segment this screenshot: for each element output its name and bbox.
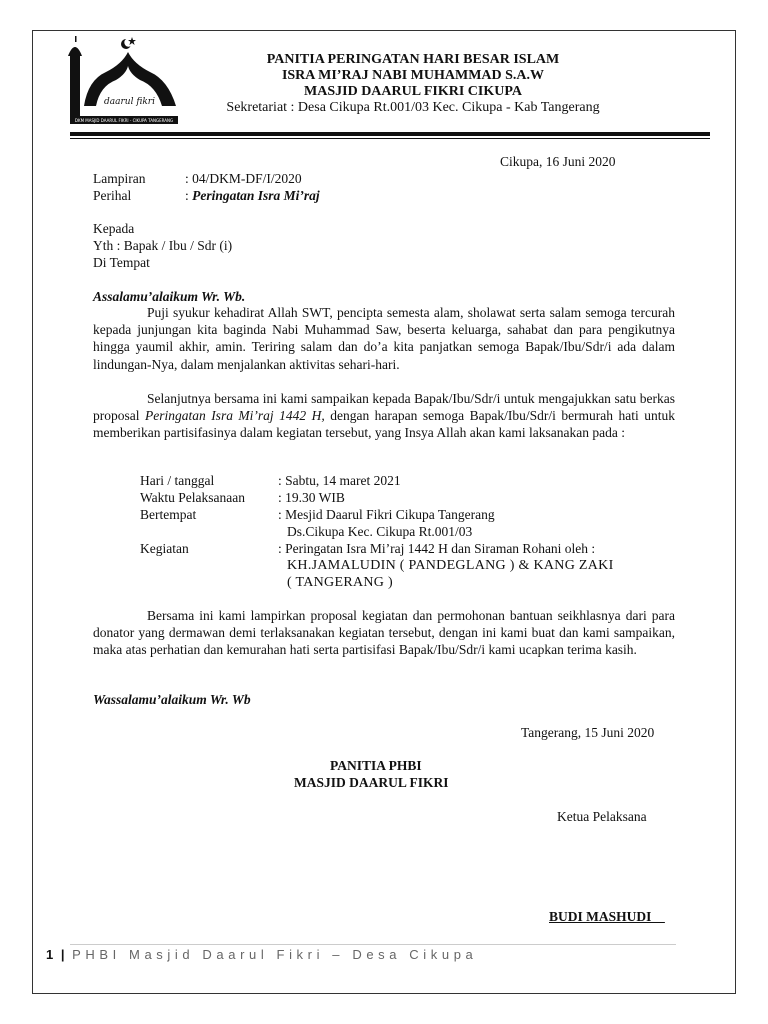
- paragraph-2-part-b: dengan harapan semoga Bapak/Ibu/Sdr/i bermurah hati untuk memberikan partisifasinya dalam kegiatan tersebut, yang Insya Allah akan kami laksanakan pada :: [93, 408, 675, 441]
- recipient-place: Di Tempat: [93, 255, 150, 270]
- letterhead: [190, 52, 636, 116]
- body-paragraph-3: [93, 607, 675, 659]
- perihal-row: [185, 187, 320, 204]
- lampiran-value: : 04/DKM-DF/I/2020: [185, 171, 302, 186]
- recipient-kepada: Kepada: [93, 221, 135, 236]
- detail-label: Waktu Pelaksanaan: [140, 490, 246, 505]
- perihal-colon: :: [185, 188, 193, 203]
- perihal-label: Perihal: [93, 188, 132, 203]
- perihal-value: Peringatan Isra Mi’raj: [192, 188, 320, 203]
- paragraph-2-part-a: Selanjutnya bersama ini kami sampaikan kepada Bapak/Ibu/Sdr/i untuk mengajukkan satu berkas proposal: [93, 391, 675, 424]
- letterhead-secretariat: Sekretariat : Desa Cikupa Rt.001/03 Kec. Cikupa - Kab Tangerang: [226, 100, 600, 115]
- detail-label: Hari / tanggal: [140, 473, 215, 488]
- paragraph-1-text: Puji syukur kehadirat Allah SWT, pencipta semesta alam, sholawat serta salam semoga tercurah kepada junjungan kita baginda Nabi Muhammad Saw, beserta keluarga, sahabat dan para pengikutnya hingga yaumil akhir, amin. Teriring salam dan do’a kita panjatkan semoga Bapak/Ibu/Sdr/i ada dalam lindungan-Nya, dalam menjalankan aktivitas sehari-hari.: [93, 305, 675, 372]
- detail-value: ( TANGERANG ): [287, 575, 393, 590]
- detail-value: : 19.30 WIB: [278, 490, 345, 505]
- paragraph-2-event: Peringatan Isra Mi’raj 1442 H,: [144, 408, 325, 424]
- body-paragraph-1: [93, 304, 675, 373]
- letter-date: Cikupa, 16 Juni 2020: [500, 154, 616, 169]
- closing-greeting: Wassalamu’alaikum Wr. Wb: [93, 692, 251, 707]
- recipient-yth: Yth : Bapak / Ibu / Sdr (i): [93, 238, 233, 253]
- mosque-logo-icon: [66, 34, 182, 130]
- organization-line-1: PANITIA PHBI: [330, 758, 422, 773]
- footer-text: PHBI Masjid Daarul Fikri – Desa Cikupa: [72, 947, 478, 962]
- logo-script-text: daarul fikri: [104, 97, 155, 107]
- lampiran-label: Lampiran: [93, 171, 146, 186]
- page-footer: [46, 947, 477, 962]
- detail-value: : Peringatan Isra Mi’raj 1442 H dan Siraman Rohani oleh :: [278, 541, 596, 556]
- paragraph-3-text: Bersama ini kami lampirkan proposal kegiatan dan permohonan bantuan seikhlasnya dari para donator yang dermawan demi terlaksanakan kegiatan tersebut, dengan ini kami buat dan kami sampaikan, maka atas perhatian dan kemurahan hati serta partisifasi Bapak/Ibu/Sdr/i kami ucapkan terima kasih.: [93, 608, 675, 658]
- detail-value: Ds.Cikupa Kec. Cikupa Rt.001/03: [287, 524, 473, 539]
- detail-label: Kegiatan: [140, 541, 189, 556]
- detail-value: : Sabtu, 14 maret 2021: [278, 473, 401, 488]
- header-rule-thin: [70, 138, 710, 139]
- body-paragraph-2: [93, 390, 675, 442]
- detail-value: KH.JAMALUDIN ( PANDEGLANG ) & KANG ZAKI: [287, 558, 614, 573]
- header-rule-thick: [70, 132, 710, 136]
- signer-name: BUDI MASHUDI: [549, 909, 665, 924]
- footer-divider: [70, 944, 676, 945]
- detail-label: Bertempat: [140, 507, 197, 522]
- letterhead-line-3: MASJID DAARUL FIKRI CIKUPA: [304, 84, 522, 99]
- letterhead-line-2: ISRA MI’RAJ NABI MUHAMMAD S.A.W: [281, 68, 545, 83]
- detail-value: : Mesjid Daarul Fikri Cikupa Tangerang: [278, 507, 495, 522]
- greeting: Assalamu’alaikum Wr. Wb.: [93, 289, 246, 304]
- page-number: 1 |: [46, 947, 73, 962]
- signer-position: Ketua Pelaksana: [557, 809, 647, 824]
- organization-line-2: MASJID DAARUL FIKRI: [294, 775, 449, 790]
- signing-date: Tangerang, 15 Juni 2020: [521, 725, 655, 740]
- paragraph-2-text: [93, 390, 675, 442]
- letterhead-line-1: PANITIA PERINGATAN HARI BESAR ISLAM: [266, 52, 560, 67]
- logo-band-text: DKM MASJID DAARUL FIKRI - CIKUPA TANGERANG: [74, 118, 174, 123]
